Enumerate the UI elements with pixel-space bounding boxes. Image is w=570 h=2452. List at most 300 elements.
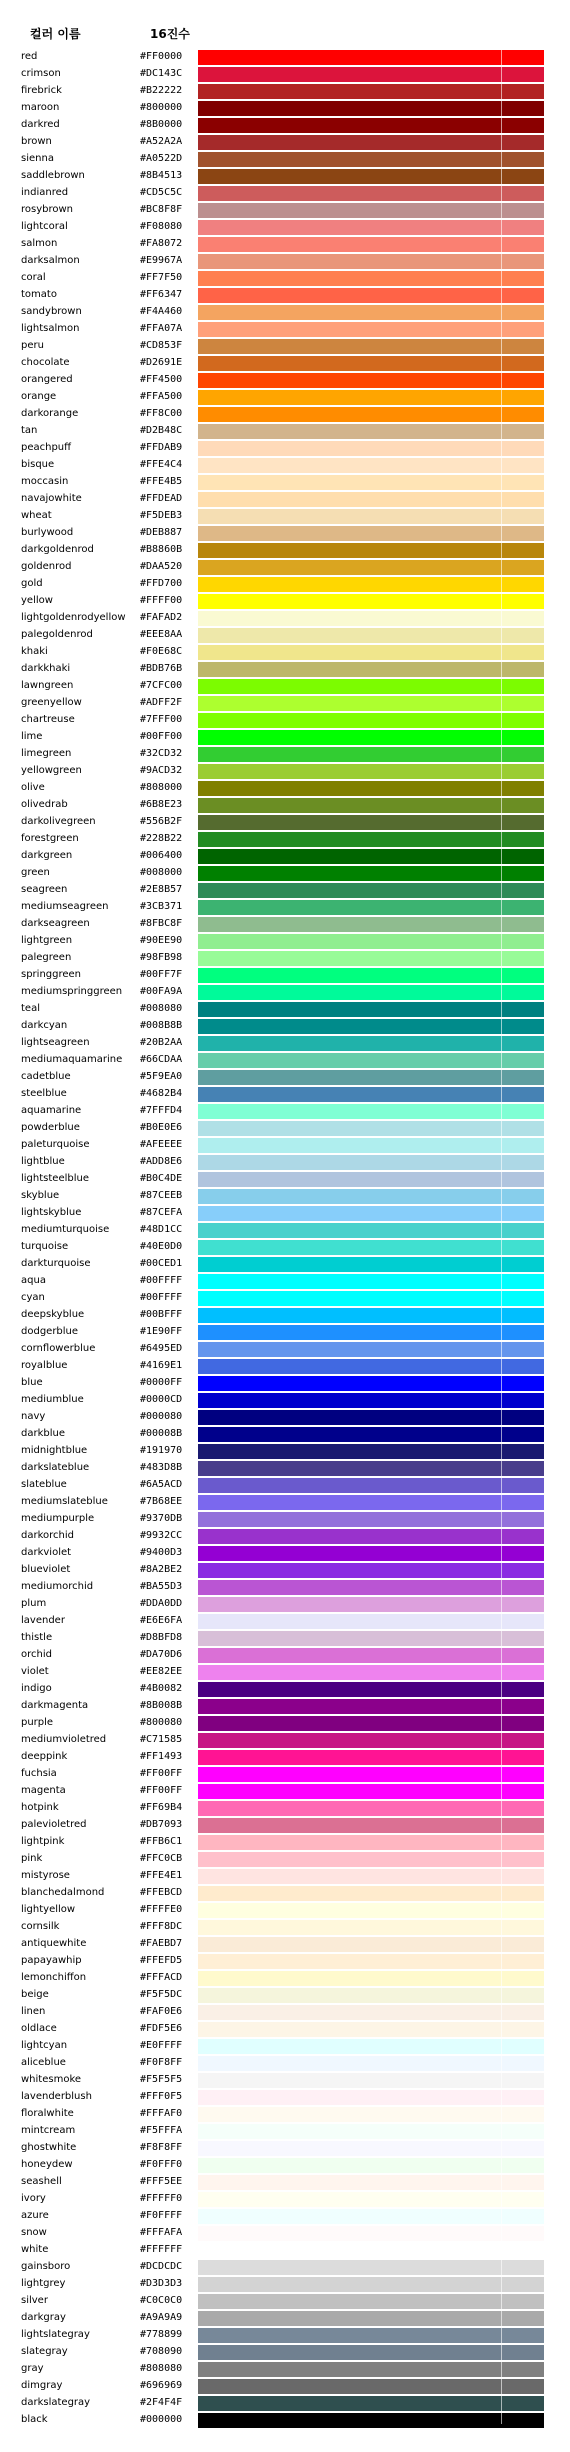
color-row (0, 831, 570, 848)
color-name: turquoise (21, 1241, 69, 1252)
color-hex: #DAA520 (140, 561, 183, 572)
color-swatch (198, 356, 544, 371)
color-name: orange (21, 391, 57, 402)
color-name: darkred (21, 119, 60, 130)
color-hex: #B0E0E6 (140, 1122, 183, 1133)
color-swatch (198, 2073, 544, 2088)
color-swatch (198, 2328, 544, 2343)
color-name: hotpink (21, 1802, 59, 1813)
color-hex: #800080 (140, 1717, 183, 1728)
color-hex: #EE82EE (140, 1666, 183, 1677)
color-row (0, 1681, 570, 1698)
color-swatch (198, 679, 544, 694)
color-row (0, 236, 570, 253)
color-row (0, 1018, 570, 1035)
color-hex: #808080 (140, 2363, 183, 2374)
color-hex: #00008B (140, 1428, 183, 1439)
color-name: peachpuff (21, 442, 72, 453)
color-row (0, 933, 570, 950)
color-swatch (198, 560, 544, 575)
color-name: lightslategray (21, 2329, 90, 2340)
color-swatch (198, 747, 544, 762)
color-row (0, 678, 570, 695)
color-row (0, 542, 570, 559)
color-hex: #8B0000 (140, 119, 183, 130)
color-row (0, 440, 570, 457)
color-name: deepskyblue (21, 1309, 85, 1320)
color-name: beige (21, 1989, 49, 2000)
color-hex: #A52A2A (140, 136, 183, 147)
color-row (0, 559, 570, 576)
color-row (0, 168, 570, 185)
color-swatch (198, 1342, 544, 1357)
color-name: aqua (21, 1275, 46, 1286)
color-swatch (198, 254, 544, 269)
color-row (0, 2242, 570, 2259)
color-name: whitesmoke (21, 2074, 82, 2085)
color-row (0, 1766, 570, 1783)
color-swatch (198, 1308, 544, 1323)
color-hex: #D2B48C (140, 425, 183, 436)
color-name: lime (21, 731, 43, 742)
color-swatch (198, 186, 544, 201)
color-row (0, 1426, 570, 1443)
color-row (0, 1239, 570, 1256)
color-name: lightskyblue (21, 1207, 82, 1218)
color-row (0, 2293, 570, 2310)
color-hex: #D2691E (140, 357, 183, 368)
color-swatch (198, 135, 544, 150)
color-name: olive (21, 782, 45, 793)
color-row (0, 1698, 570, 1715)
color-name: black (21, 2414, 48, 2425)
color-hex: #F0E68C (140, 646, 183, 657)
color-name: seagreen (21, 884, 68, 895)
color-hex: #FFF0F5 (140, 2091, 183, 2102)
color-row (0, 2191, 570, 2208)
color-swatch (198, 1087, 544, 1102)
color-swatch (198, 220, 544, 235)
color-row (0, 253, 570, 270)
color-row (0, 2072, 570, 2089)
color-hex: #2F4F4F (140, 2397, 183, 2408)
color-swatch (198, 526, 544, 541)
color-swatch (198, 1427, 544, 1442)
color-hex: #FFE4B5 (140, 476, 183, 487)
color-swatch (198, 662, 544, 677)
color-name: royalblue (21, 1360, 68, 1371)
color-swatch (198, 1393, 544, 1408)
color-swatch (198, 1988, 544, 2003)
color-hex: #7FFF00 (140, 714, 183, 725)
color-hex: #FF00FF (140, 1768, 183, 1779)
color-swatch (198, 475, 544, 490)
color-hex: #6A5ACD (140, 1479, 183, 1490)
color-list (0, 49, 570, 2429)
color-row (0, 1477, 570, 1494)
color-swatch (198, 1597, 544, 1612)
color-swatch (198, 985, 544, 1000)
color-swatch (198, 917, 544, 932)
color-swatch (198, 1801, 544, 1816)
color-name: darkcyan (21, 1020, 68, 1031)
color-name: lavender (21, 1615, 65, 1626)
color-hex: #FAF0E6 (140, 2006, 183, 2017)
color-swatch (198, 1903, 544, 1918)
color-name: paleturquoise (21, 1139, 90, 1150)
color-row (0, 780, 570, 797)
color-row (0, 1902, 570, 1919)
color-row (0, 389, 570, 406)
color-row (0, 1817, 570, 1834)
color-hex: #00FF00 (140, 731, 183, 742)
color-name: deeppink (21, 1751, 68, 1762)
color-swatch (198, 2158, 544, 2173)
color-name: darkblue (21, 1428, 65, 1439)
color-name: red (21, 51, 38, 62)
color-hex: #F5FFFA (140, 2125, 183, 2136)
color-row (0, 457, 570, 474)
color-swatch (198, 798, 544, 813)
color-swatch (198, 1138, 544, 1153)
color-swatch (198, 1189, 544, 1204)
color-swatch (198, 1444, 544, 1459)
color-name: khaki (21, 646, 48, 657)
color-row (0, 1800, 570, 1817)
color-row (0, 151, 570, 168)
color-name: seashell (21, 2176, 62, 2187)
color-name: indianred (21, 187, 69, 198)
color-swatch (198, 1172, 544, 1187)
color-name: indigo (21, 1683, 52, 1694)
color-name: forestgreen (21, 833, 79, 844)
color-row (0, 984, 570, 1001)
color-row (0, 2208, 570, 2225)
color-hex: #4169E1 (140, 1360, 183, 1371)
color-hex: #DC143C (140, 68, 183, 79)
color-row (0, 270, 570, 287)
color-name: mediumspringgreen (21, 986, 123, 997)
color-row (0, 814, 570, 831)
color-row (0, 2038, 570, 2055)
color-name: lawngreen (21, 680, 74, 691)
color-name: mediumorchid (21, 1581, 94, 1592)
color-hex: #7CFC00 (140, 680, 183, 691)
color-name: limegreen (21, 748, 72, 759)
color-swatch (198, 1631, 544, 1646)
color-row (0, 2327, 570, 2344)
color-row (0, 100, 570, 117)
color-swatch (198, 2022, 544, 2037)
color-row (0, 1375, 570, 1392)
color-hex: #B8860B (140, 544, 183, 555)
color-hex: #A9A9A9 (140, 2312, 183, 2323)
color-hex: #708090 (140, 2346, 183, 2357)
color-hex: #66CDAA (140, 1054, 183, 1065)
color-swatch (198, 1155, 544, 1170)
color-row (0, 2276, 570, 2293)
color-hex: #FA8072 (140, 238, 183, 249)
color-hex: #F5DEB3 (140, 510, 183, 521)
color-name: lightcoral (21, 221, 68, 232)
color-hex: #8A2BE2 (140, 1564, 183, 1575)
color-swatch (198, 832, 544, 847)
color-row (0, 304, 570, 321)
color-row (0, 117, 570, 134)
color-swatch (198, 1019, 544, 1034)
color-name: maroon (21, 102, 60, 113)
color-swatch (198, 900, 544, 915)
color-swatch (198, 373, 544, 388)
color-row (0, 287, 570, 304)
color-swatch (198, 2039, 544, 2054)
color-swatch (198, 611, 544, 626)
color-row (0, 2344, 570, 2361)
color-name: magenta (21, 1785, 66, 1796)
color-name: coral (21, 272, 46, 283)
color-swatch (198, 1495, 544, 1510)
color-name: lightyellow (21, 1904, 76, 1915)
color-swatch (198, 764, 544, 779)
color-swatch (198, 951, 544, 966)
color-name: navajowhite (21, 493, 82, 504)
color-name: bisque (21, 459, 55, 470)
color-hex: #FAFAD2 (140, 612, 183, 623)
color-name: chocolate (21, 357, 70, 368)
color-name: snow (21, 2227, 47, 2238)
color-swatch (198, 1716, 544, 1731)
color-swatch (198, 2005, 544, 2020)
color-swatch (198, 1937, 544, 1952)
color-name: honeydew (21, 2159, 73, 2170)
color-swatch (198, 2209, 544, 2224)
color-swatch (198, 1869, 544, 1884)
color-swatch (198, 1784, 544, 1799)
color-row (0, 1596, 570, 1613)
color-row (0, 185, 570, 202)
color-name: lightpink (21, 1836, 65, 1847)
color-hex: #9932CC (140, 1530, 183, 1541)
color-name: mintcream (21, 2125, 76, 2136)
color-hex: #32CD32 (140, 748, 183, 759)
color-row (0, 2395, 570, 2412)
color-hex: #00FFFF (140, 1292, 183, 1303)
color-row (0, 712, 570, 729)
color-hex: #0000FF (140, 1377, 183, 1388)
color-name: plum (21, 1598, 47, 1609)
color-name: steelblue (21, 1088, 67, 1099)
color-hex: #ADFF2F (140, 697, 183, 708)
color-name: salmon (21, 238, 58, 249)
color-row (0, 1120, 570, 1137)
color-swatch (198, 1563, 544, 1578)
color-row (0, 1987, 570, 2004)
color-hex: #F5F5DC (140, 1989, 183, 2000)
color-name: antiquewhite (21, 1938, 87, 1949)
color-row (0, 1562, 570, 1579)
color-swatch (198, 2396, 544, 2411)
color-hex: #FFFACD (140, 1972, 183, 1983)
color-row (0, 2225, 570, 2242)
color-hex: #FF00FF (140, 1785, 183, 1796)
color-hex: #DCDCDC (140, 2261, 183, 2272)
color-name: cornflowerblue (21, 1343, 96, 1354)
color-swatch (198, 67, 544, 82)
color-swatch (198, 1461, 544, 1476)
color-name: mediumturquoise (21, 1224, 110, 1235)
color-hex: #FF8C00 (140, 408, 183, 419)
color-hex: #F0FFF0 (140, 2159, 183, 2170)
color-row (0, 2361, 570, 2378)
color-row (0, 83, 570, 100)
color-row (0, 49, 570, 66)
color-row (0, 1749, 570, 1766)
color-name: peru (21, 340, 44, 351)
color-row (0, 797, 570, 814)
color-name: mediumseagreen (21, 901, 109, 912)
color-row (0, 406, 570, 423)
color-swatch (198, 1104, 544, 1119)
color-hex: #00BFFF (140, 1309, 183, 1320)
color-row (0, 950, 570, 967)
color-row (0, 1613, 570, 1630)
color-hex: #D3D3D3 (140, 2278, 183, 2289)
color-swatch (198, 2141, 544, 2156)
color-hex: #FF69B4 (140, 1802, 183, 1813)
color-swatch (198, 1835, 544, 1850)
color-swatch (198, 2090, 544, 2105)
color-swatch (198, 84, 544, 99)
color-swatch (198, 1699, 544, 1714)
color-hex: #FFC0CB (140, 1853, 183, 1864)
color-name: blueviolet (21, 1564, 71, 1575)
color-row (0, 1783, 570, 1800)
color-name: firebrick (21, 85, 62, 96)
color-swatch (198, 492, 544, 507)
color-name: tan (21, 425, 38, 436)
color-name: greenyellow (21, 697, 82, 708)
color-swatch (198, 2294, 544, 2309)
color-row (0, 1460, 570, 1477)
color-name: cyan (21, 1292, 45, 1303)
color-row (0, 1307, 570, 1324)
color-hex: #BC8F8F (140, 204, 183, 215)
color-row (0, 508, 570, 525)
color-hex: #4B0082 (140, 1683, 183, 1694)
color-name: azure (21, 2210, 49, 2221)
color-hex: #FFB6C1 (140, 1836, 183, 1847)
color-swatch (198, 50, 544, 65)
color-name: darkseagreen (21, 918, 90, 929)
color-name: mediumslateblue (21, 1496, 108, 1507)
color-hex: #FFE4E1 (140, 1870, 183, 1881)
color-swatch (198, 815, 544, 830)
color-name: palevioletred (21, 1819, 87, 1830)
color-swatch (198, 1002, 544, 1017)
color-swatch (198, 645, 544, 660)
color-row (0, 610, 570, 627)
color-hex: #C71585 (140, 1734, 183, 1745)
color-row (0, 1885, 570, 1902)
color-hex: #0000CD (140, 1394, 183, 1405)
color-row (0, 763, 570, 780)
color-row (0, 1154, 570, 1171)
color-name: darkgreen (21, 850, 73, 861)
color-row (0, 2157, 570, 2174)
color-hex: #FFDEAD (140, 493, 183, 504)
color-swatch (198, 1325, 544, 1340)
color-swatch (198, 322, 544, 337)
color-hex: #FFEFD5 (140, 1955, 183, 1966)
color-name: darkviolet (21, 1547, 72, 1558)
color-swatch (198, 2413, 544, 2428)
color-hex: #2E8B57 (140, 884, 183, 895)
color-name: goldenrod (21, 561, 72, 572)
color-row (0, 848, 570, 865)
color-row (0, 2140, 570, 2157)
color-row (0, 2378, 570, 2395)
color-row (0, 746, 570, 763)
color-hex: #ADD8E6 (140, 1156, 183, 1167)
color-row (0, 1630, 570, 1647)
color-row (0, 882, 570, 899)
color-swatch (198, 339, 544, 354)
color-swatch (198, 305, 544, 320)
color-row (0, 1970, 570, 1987)
color-swatch (198, 288, 544, 303)
color-swatch (198, 1546, 544, 1561)
color-name: darkslategray (21, 2397, 91, 2408)
color-name: burlywood (21, 527, 74, 538)
color-row (0, 491, 570, 508)
color-row (0, 1222, 570, 1239)
color-swatch (198, 1920, 544, 1935)
color-row (0, 2259, 570, 2276)
color-hex: #87CEFA (140, 1207, 183, 1218)
color-swatch (198, 1529, 544, 1544)
color-hex: #000080 (140, 1411, 183, 1422)
color-name: orangered (21, 374, 73, 385)
color-hex: #5F9EA0 (140, 1071, 183, 1082)
color-swatch (198, 2277, 544, 2292)
color-row (0, 1936, 570, 1953)
color-hex: #4682B4 (140, 1088, 183, 1099)
color-hex: #AFEEEE (140, 1139, 183, 1150)
color-swatch (198, 2226, 544, 2241)
color-hex: #FFFFE0 (140, 1904, 183, 1915)
color-hex: #1E90FF (140, 1326, 183, 1337)
color-hex: #FF6347 (140, 289, 183, 300)
color-row (0, 1035, 570, 1052)
color-hex: #FFD700 (140, 578, 183, 589)
color-hex: #DEB887 (140, 527, 183, 538)
color-swatch (198, 1665, 544, 1680)
color-swatch (198, 1614, 544, 1629)
color-name: dimgray (21, 2380, 63, 2391)
color-name: lemonchiffon (21, 1972, 87, 1983)
color-row (0, 695, 570, 712)
color-swatch (198, 1818, 544, 1833)
color-swatch (198, 2175, 544, 2190)
color-swatch (198, 1070, 544, 1085)
color-row (0, 1732, 570, 1749)
color-swatch (198, 1852, 544, 1867)
color-name: slategray (21, 2346, 68, 2357)
color-name: mediumvioletred (21, 1734, 107, 1745)
color-name: lightcyan (21, 2040, 68, 2051)
color-row (0, 1494, 570, 1511)
color-swatch (198, 628, 544, 643)
